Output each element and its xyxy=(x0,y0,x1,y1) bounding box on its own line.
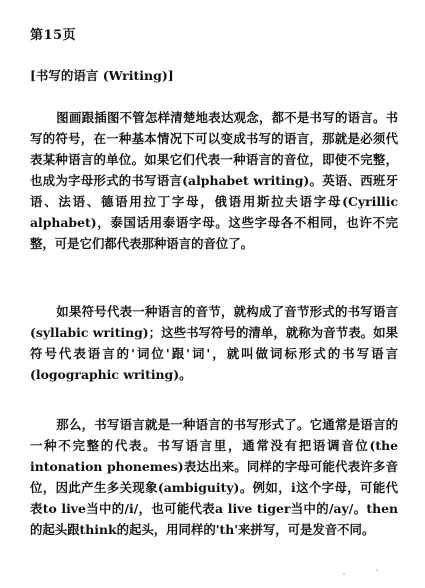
paragraph-text: 图画跟插图不管怎样清楚地表达观念，都不是书写的语言。书写的符号，在一种基本情况下可以变成书写的语言，那就是必须代表某种语言的单位。如果它们代表一种语言的音位，即使不完整，也成为字母形式的书写语言(alphabet writing)。英语、西班牙语、法语、德语用拉丁字母，俄语用斯拉夫语字母(Cyrillic alphabet)，泰国话用泰语字母。这些字母各不相同，也许不完整，可是它们都代表那种语言的音位了。 xyxy=(30,110,398,251)
paragraph-1 xyxy=(30,107,398,254)
paragraph-2 xyxy=(30,301,398,385)
section-title: [书写的语言 (Writing)] xyxy=(30,68,174,83)
scan-speck xyxy=(376,569,378,571)
paragraph-text: 那么，书写语言就是一种语言的书写形式了。它通常是语言的一种不完整的代表。书写语言里，通常没有把语调音位(the intonation phonemes)表达出来。同样的字母可能代表许多音位，因此产生多关现象(ambiguity)。例如，i这个字母，可能代表to live当中的/i/，也可能代表a live tiger当中的/ay/。then的起头跟think的起头，用同样的'th'来拼写，可是发音不同。 xyxy=(30,417,398,537)
scan-speck xyxy=(343,573,345,575)
paragraph-text: 如果符号代表一种语言的音节，就构成了音节形式的书写语言(syllabic writing)；这些书写符号的清单，就称为音节表。如果符号代表语言的'词位'跟'词'，就叫做词标形式的书写语言(logographic writing)。 xyxy=(30,304,398,382)
page-number: 第15页 xyxy=(30,28,77,43)
paragraph-3 xyxy=(30,414,398,540)
